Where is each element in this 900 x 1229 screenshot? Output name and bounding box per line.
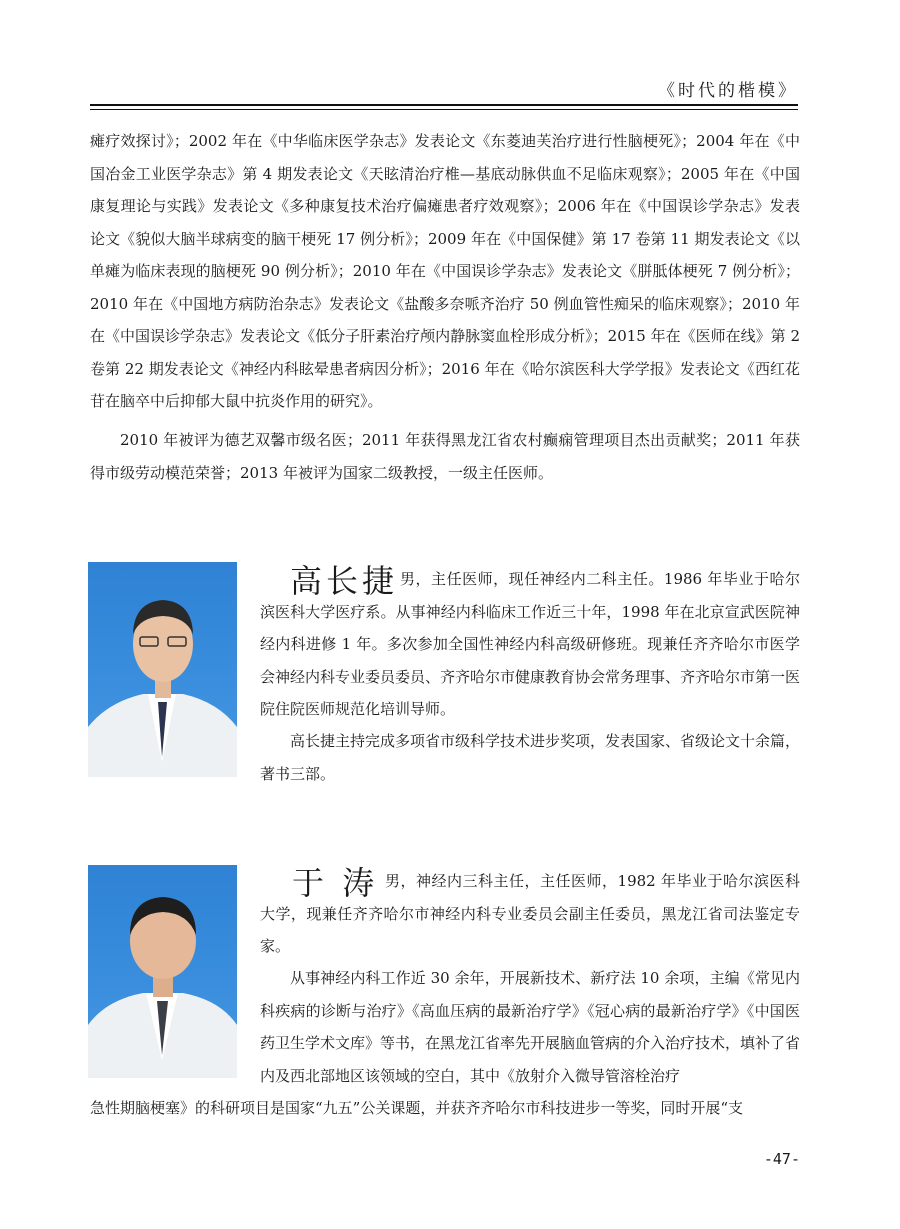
portrait-figure-icon xyxy=(88,865,237,1078)
header-rule-thin xyxy=(90,109,798,110)
profile-name-gao-changjie: 高长捷 xyxy=(290,562,399,600)
profile-bio-gao-changjie: 男，主任医师，现任神经内二科主任。1986 年毕业于哈尔滨医科大学医疗系。从事神经内科临床工作近三十年，1998 年在北京宣武医院神经内科进修 1 年。多次参加全国性神经内科高级研修班。现兼任齐齐哈尔市医学会神经内科专业委员委员、齐齐哈尔市健康教育协会常务理事、齐齐哈尔市第一医院住院医师规范化培训导师。 xyxy=(260,570,801,718)
profile-bio-yu-tao: 男，神经内三科主任，主任医师，1982 年毕业于哈尔滨医科大学，现兼任齐齐哈尔市神经内科专业委员会副主任委员，黑龙江省司法鉴定专家。 xyxy=(260,872,800,955)
portrait-photo-gao-changjie xyxy=(88,562,237,777)
intro-paragraph-honors: 2010 年被评为德艺双馨市级名医；2011 年获得黑龙江省农村癫痫管理项目杰出贡献奖；2011 年获得市级劳动模范荣誉；2013 年被评为国家二级教授，一级主任医师。 xyxy=(90,431,800,482)
profile-continuation-yu-tao: 急性期脑梗塞》的科研项目是国家“九五”公关课题，并获齐齐哈尔市科技进步一等奖，同时开展“支 xyxy=(90,1099,744,1117)
profile-achievements-gao-changjie: 高长捷主持完成多项省市级科学技术进步奖项，发表国家、省级论文十余篇，著书三部。 xyxy=(260,732,801,783)
portrait-figure-icon xyxy=(88,562,237,777)
page-number: -47- xyxy=(763,1150,800,1168)
profile-name-yu-tao: 于 涛 xyxy=(292,864,379,902)
running-header-title: 《时代的楷模》 xyxy=(658,81,798,101)
portrait-photo-yu-tao xyxy=(88,865,237,1078)
header-rule xyxy=(90,104,798,106)
intro-paragraph-publications: 瘫疗效探讨》；2002 年在《中华临床医学杂志》发表论文《东菱迪芙治疗进行性脑梗死》；2004 年在《中国冶金工业医学杂志》第 4 期发表论文《天眩清治疗椎—基底动脉供血不足临床观察》；2005 年在《中国康复理论与实践》发表论文《多种康复技术治疗偏瘫患者疗效观察》；2006 年在《中国误诊学杂志》发表论文《貌似大脑半球病变的脑干梗死 17 例分析》；2009 年在《中国保健》第 17 卷第 11 期发表论文《以单瘫为临床表现的脑梗死 90 例分析》；2010 年在《中国误诊学杂志》发表论文《胼胝体梗死 7 例分析》；2010 年在《中国地方病防治杂志》发表论文《盐酸多奈哌齐治疗 50 例血管性痴呆的临床观察》；2010 年在《中国误诊学杂志》发表论文《低分子肝素治疗颅内静脉窦血栓形成分析》；2015 年在《医师在线》第 2 卷第 22 期发表论文《神经内科眩晕患者病因分析》；2016 年在《哈尔滨医科大学学报》发表论文《西红花苷在脑卒中后抑郁大鼠中抗炎作用的研究》。 xyxy=(90,132,800,410)
profile-achievements-yu-tao: 从事神经内科工作近 30 余年，开展新技术、新疗法 10 余项，主编《常见内科疾病的诊断与治疗》《高血压病的最新治疗学》《冠心病的最新治疗学》《中国医药卫生学术文库》等书，在黑龙江省率先开展脑血管病的介入治疗技术，填补了省内及西北部地区该领域的空白，其中《放射介入微导管溶栓治疗 xyxy=(260,969,801,1085)
